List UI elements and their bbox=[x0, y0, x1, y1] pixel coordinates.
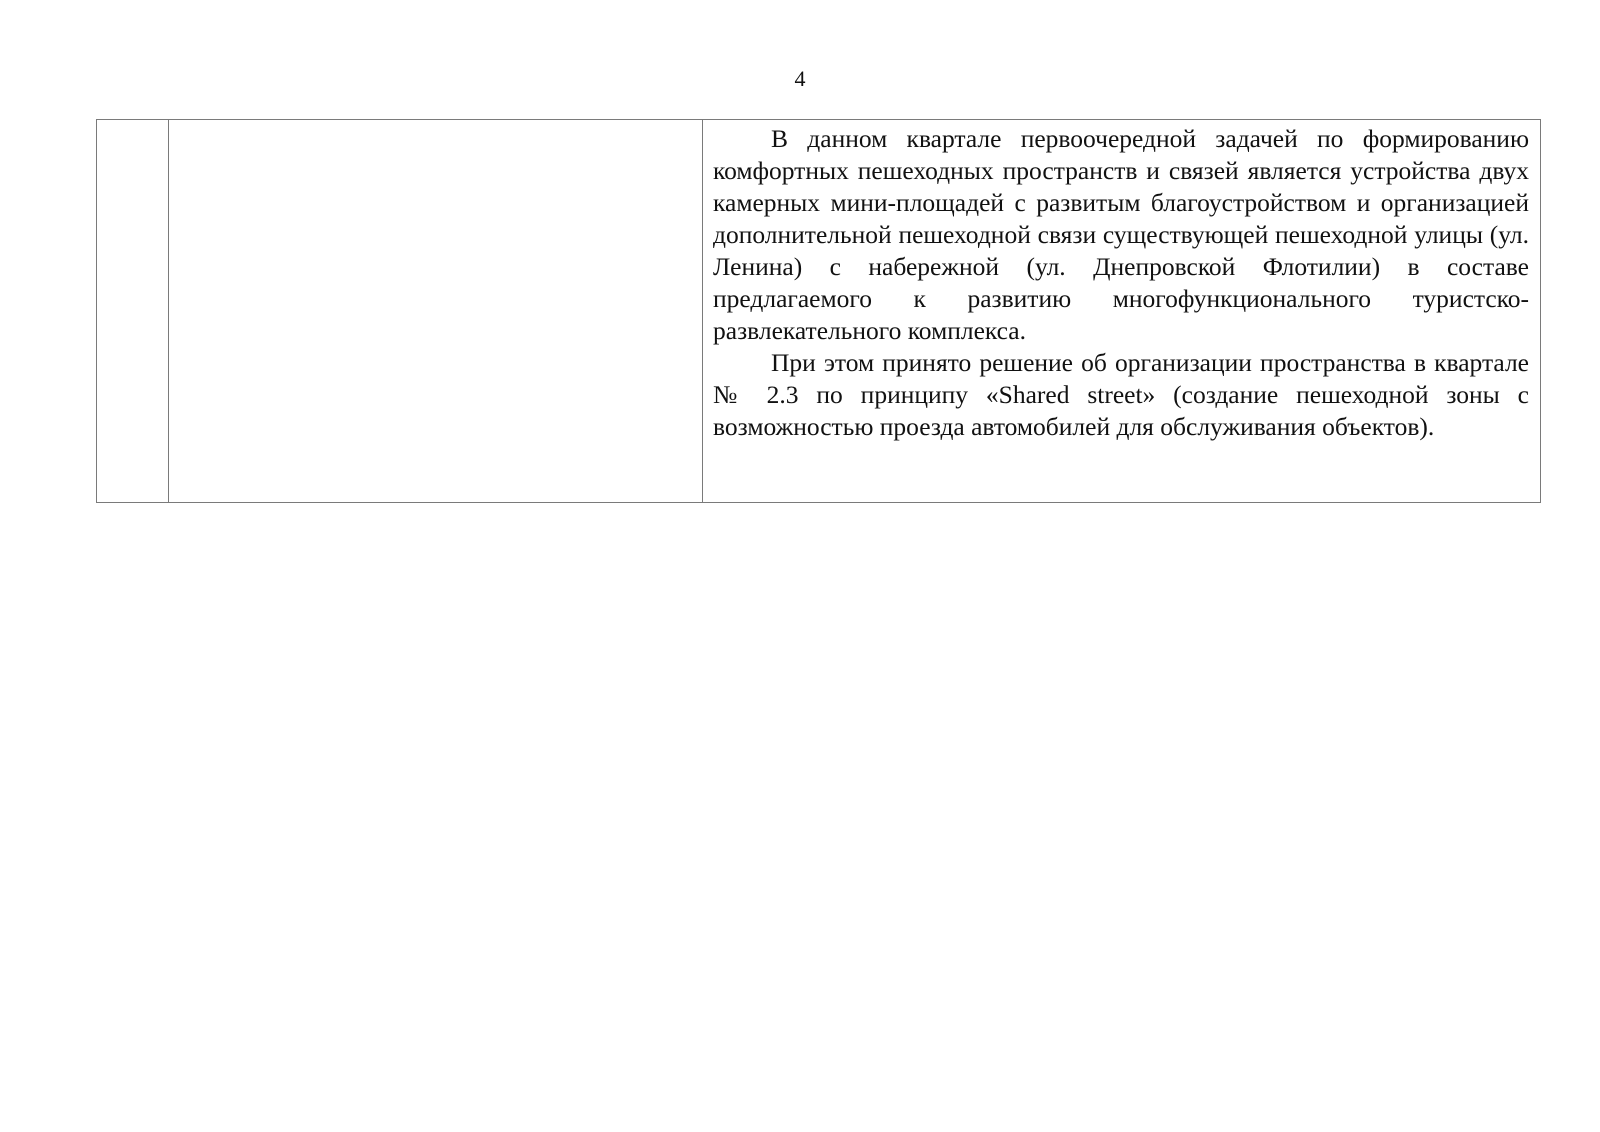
description-paragraph-2: При этом принято решение об организации пространства в квартале № 2.3 по принципу «Shared street» (создание пешеходной зоны с возможностью проезда автомобилей для обслуживания объектов). bbox=[713, 348, 1529, 441]
row-name-cell bbox=[169, 120, 703, 503]
description-paragraph-1: В данном квартале первоочередной задачей по формированию комфортных пешеходных пространств и связей является устройства двух камерных мини-площадей с развитым благоустройством и организацией дополнительной пешеходной связи существующей пешеходной улицы (ул. Ленина) с набережной (ул. Днепровской Флотилии) в составе предлагаемого к развитию многофункционального туристско-развлекательного комплекса. bbox=[713, 124, 1529, 345]
page-number: 4 bbox=[794, 66, 806, 91]
table-row bbox=[97, 120, 1541, 503]
content-table bbox=[96, 119, 1541, 503]
row-number-cell bbox=[97, 120, 169, 503]
row-description-cell bbox=[703, 120, 1541, 503]
